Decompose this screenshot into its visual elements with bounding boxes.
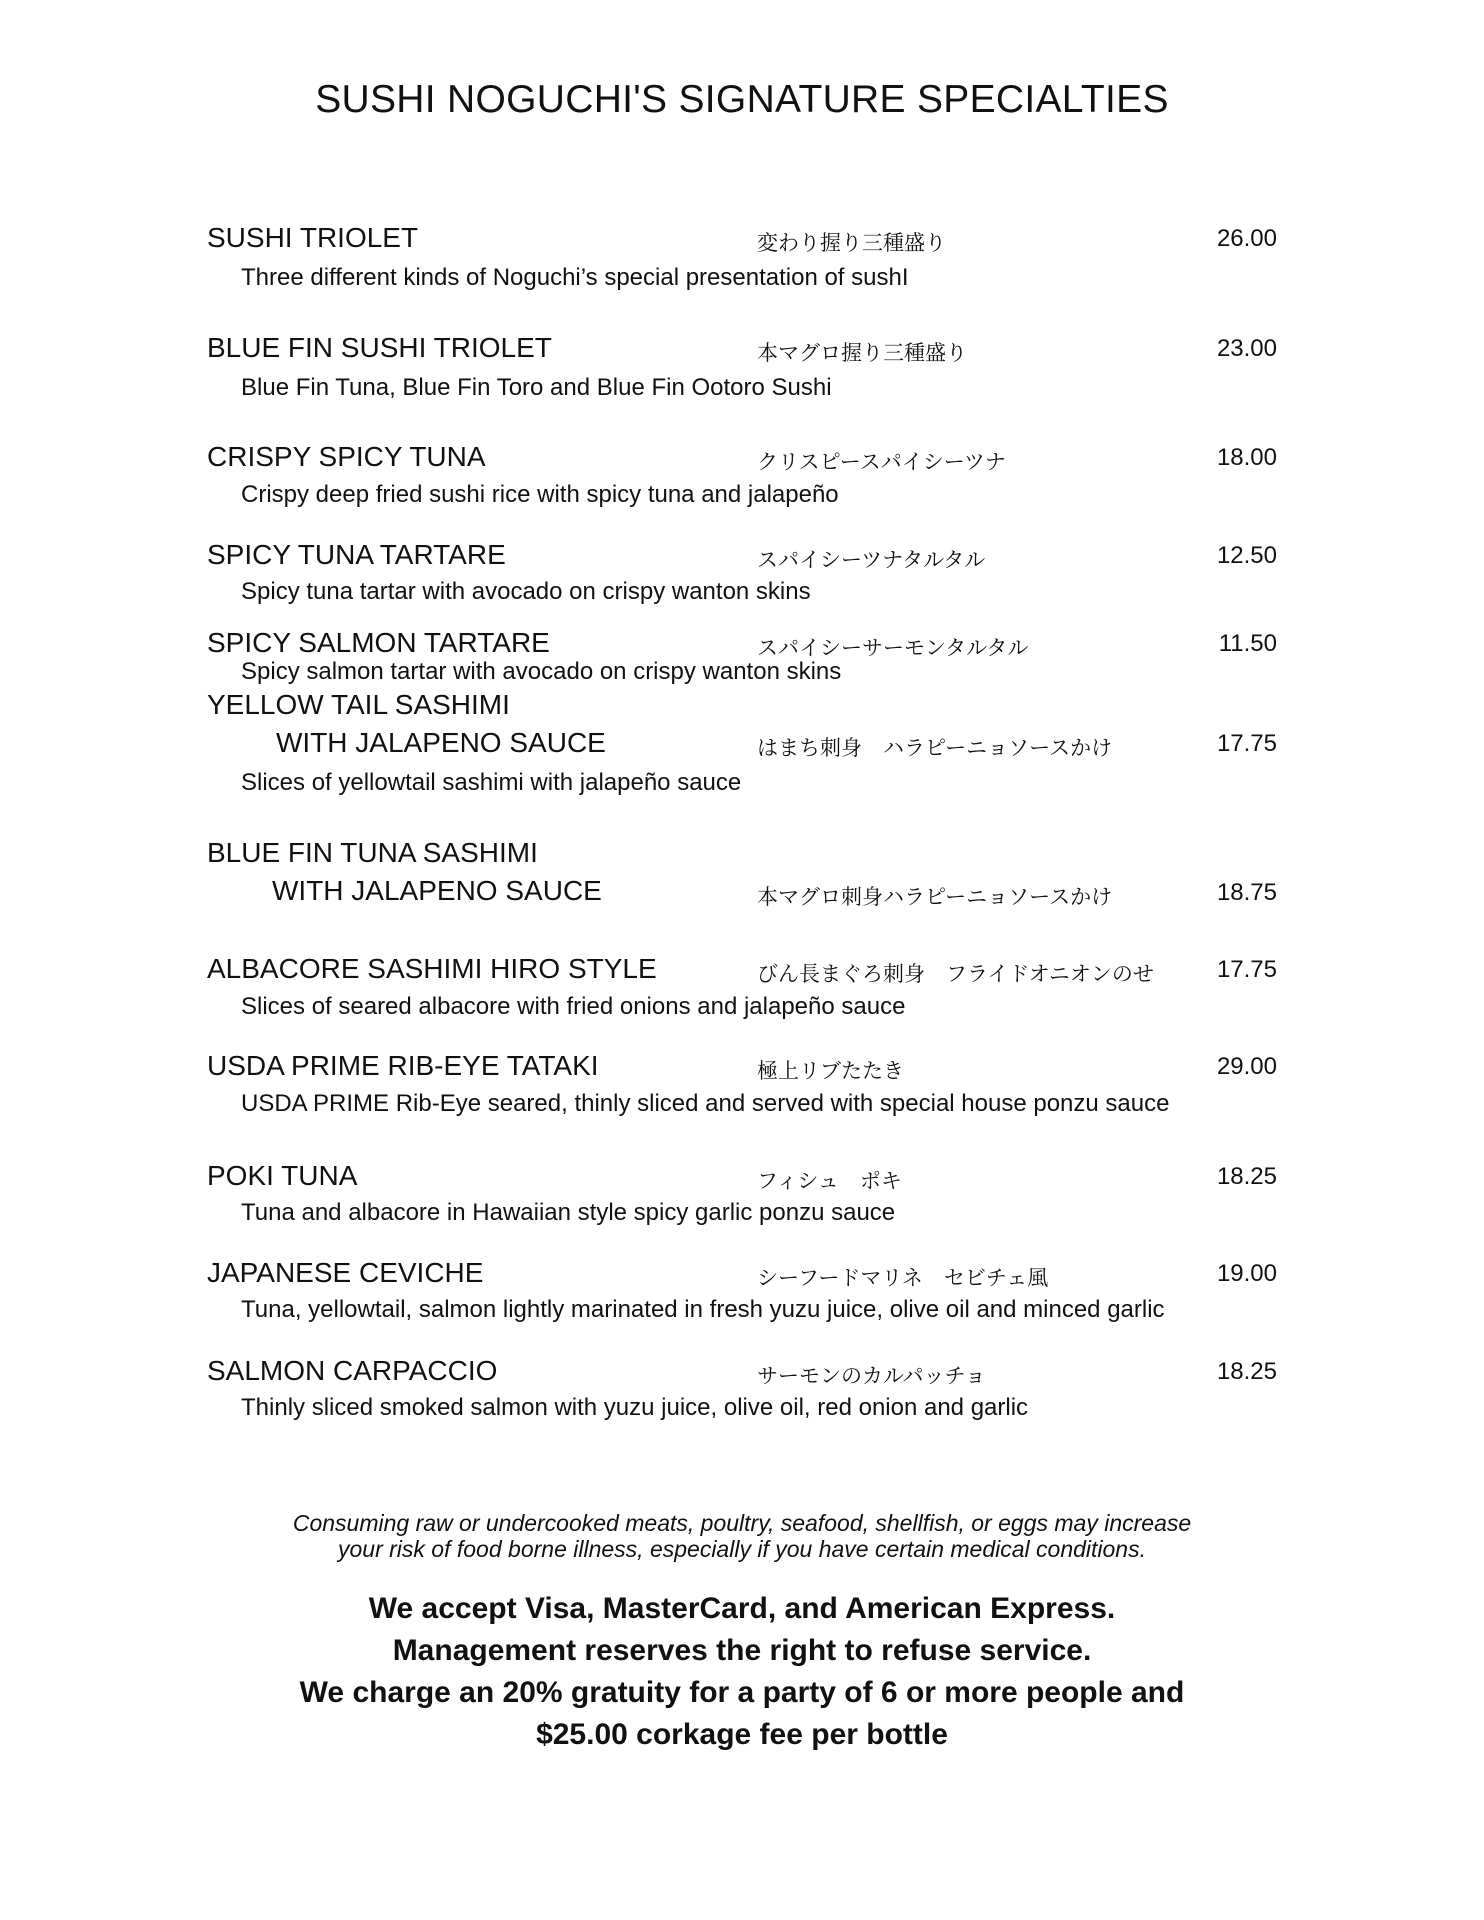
item-name2-yellow-tail-sashimi: WITH JALAPENO SAUCE: [276, 727, 606, 758]
item-jp-blue-fin-sushi-triolet: 本マグロ握り三種盛り: [757, 341, 967, 365]
policy-notice: [0, 1588, 1484, 1756]
item-name-japanese-ceviche: JAPANESE CEVICHE: [207, 1257, 484, 1288]
item-desc-crispy-spicy-tuna: Crispy deep fried sushi rice with spicy tuna and jalapeño: [241, 481, 839, 508]
item-jp-salmon-carpaccio: サーモンのカルパッチョ: [757, 1364, 986, 1388]
item-price-sushi-triolet: 26.00: [1216, 225, 1277, 252]
item-name-salmon-carpaccio: SALMON CARPACCIO: [207, 1355, 498, 1386]
item-name-yellow-tail-sashimi: YELLOW TAIL SASHIMI: [207, 689, 510, 720]
item-jp-albacore-sashimi: びん長まぐろ刺身 フライドオニオンのせ: [757, 962, 1154, 986]
item-desc-spicy-tuna-tartare: Spicy tuna tartar with avocado on crispy wanton skins: [241, 578, 811, 605]
item-desc-sushi-triolet: Three different kinds of Noguchi’s special presentation of sushI: [241, 264, 909, 291]
item-jp-spicy-salmon-tartare: スパイシーサーモンタルタル: [757, 636, 1029, 660]
item-name-crispy-spicy-tuna: CRISPY SPICY TUNA: [207, 441, 486, 472]
item-price-crispy-spicy-tuna: 18.00: [1216, 444, 1277, 471]
item-price-blue-fin-sushi-triolet: 23.00: [1216, 335, 1277, 362]
item-jp-poki-tuna: フィシュ ポキ: [757, 1169, 902, 1193]
item-jp-spicy-tuna-tartare: スパイシーツナタルタル: [757, 548, 986, 572]
policy-line-4: $25.00 corkage fee per bottle: [536, 1718, 948, 1751]
item-jp-japanese-ceviche: シーフードマリネ セビチェ風: [757, 1266, 1049, 1290]
item-name-sushi-triolet: SUSHI TRIOLET: [207, 222, 419, 253]
item-desc-poki-tuna: Tuna and albacore in Hawaiian style spicy garlic ponzu sauce: [241, 1199, 896, 1226]
item-price-rib-eye-tataki: 29.00: [1216, 1053, 1277, 1080]
policy-line-2: Management reserves the right to refuse service.: [392, 1634, 1092, 1667]
item-desc-albacore-sashimi: Slices of seared albacore with fried onions and jalapeño sauce: [241, 993, 906, 1020]
item-jp-crispy-spicy-tuna: クリスピースパイシーツナ: [757, 450, 1006, 474]
item-price-spicy-salmon-tartare: 11.50: [1218, 630, 1277, 657]
item-name-spicy-salmon-tartare: SPICY SALMON TARTARE: [207, 627, 550, 658]
item-desc-blue-fin-sushi-triolet: Blue Fin Tuna, Blue Fin Toro and Blue Fin Ootoro Sushi: [241, 374, 832, 401]
item-price-salmon-carpaccio: 18.25: [1216, 1358, 1277, 1385]
item-price-albacore-sashimi: 17.75: [1216, 956, 1277, 983]
item-price-blue-fin-tuna-sashimi: 18.75: [1216, 879, 1277, 906]
food-safety-warning: [0, 1510, 1484, 1562]
warning-line-1: Consuming raw or undercooked meats, poultry, seafood, shellfish, or eggs may increase: [292, 1510, 1192, 1536]
item-name-blue-fin-tuna-sashimi: BLUE FIN TUNA SASHIMI: [207, 837, 538, 868]
item-desc-japanese-ceviche: Tuna, yellowtail, salmon lightly marinated in fresh yuzu juice, olive oil and minced garlic: [241, 1296, 1165, 1323]
policy-line-1: We accept Visa, MasterCard, and American Express.: [368, 1592, 1116, 1625]
item-price-poki-tuna: 18.25: [1216, 1163, 1277, 1190]
menu-title: SUSHI NOGUCHI'S SIGNATURE SPECIALTIES: [315, 78, 1169, 121]
item-desc-rib-eye-tataki: USDA PRIME Rib-Eye seared, thinly sliced and served with special house ponzu sauce: [241, 1090, 1170, 1117]
item-desc-spicy-salmon-tartare: Spicy salmon tartar with avocado on crispy wanton skins: [241, 658, 842, 685]
item-name-albacore-sashimi: ALBACORE SASHIMI HIRO STYLE: [207, 953, 657, 984]
policy-line-3: We charge an 20% gratuity for a party of 6 or more people and: [299, 1676, 1185, 1709]
item-jp-blue-fin-tuna-sashimi: 本マグロ刺身ハラピーニョソースかけ: [757, 885, 1113, 909]
warning-line-2: your risk of food borne illness, especially if you have certain medical conditions.: [338, 1536, 1146, 1562]
item-name-spicy-tuna-tartare: SPICY TUNA TARTARE: [207, 539, 506, 570]
item-name-blue-fin-sushi-triolet: BLUE FIN SUSHI TRIOLET: [207, 332, 552, 363]
item-desc-salmon-carpaccio: Thinly sliced smoked salmon with yuzu juice, olive oil, red onion and garlic: [241, 1394, 1029, 1421]
item-name2-blue-fin-tuna-sashimi: WITH JALAPENO SAUCE: [272, 875, 602, 906]
item-jp-yellow-tail-sashimi: はまち刺身 ハラピーニョソースかけ: [757, 736, 1113, 760]
item-price-yellow-tail-sashimi: 17.75: [1216, 730, 1277, 757]
item-name-poki-tuna: POKI TUNA: [207, 1160, 358, 1191]
item-desc-yellow-tail-sashimi: Slices of yellowtail sashimi with jalapeño sauce: [241, 769, 742, 796]
item-price-japanese-ceviche: 19.00: [1216, 1260, 1277, 1287]
item-jp-sushi-triolet: 変わり握り三種盛り: [757, 231, 946, 255]
item-price-spicy-tuna-tartare: 12.50: [1216, 542, 1277, 569]
item-name-rib-eye-tataki: USDA PRIME RIB-EYE TATAKI: [207, 1050, 599, 1081]
item-jp-rib-eye-tataki: 極上リブたたき: [757, 1059, 904, 1083]
